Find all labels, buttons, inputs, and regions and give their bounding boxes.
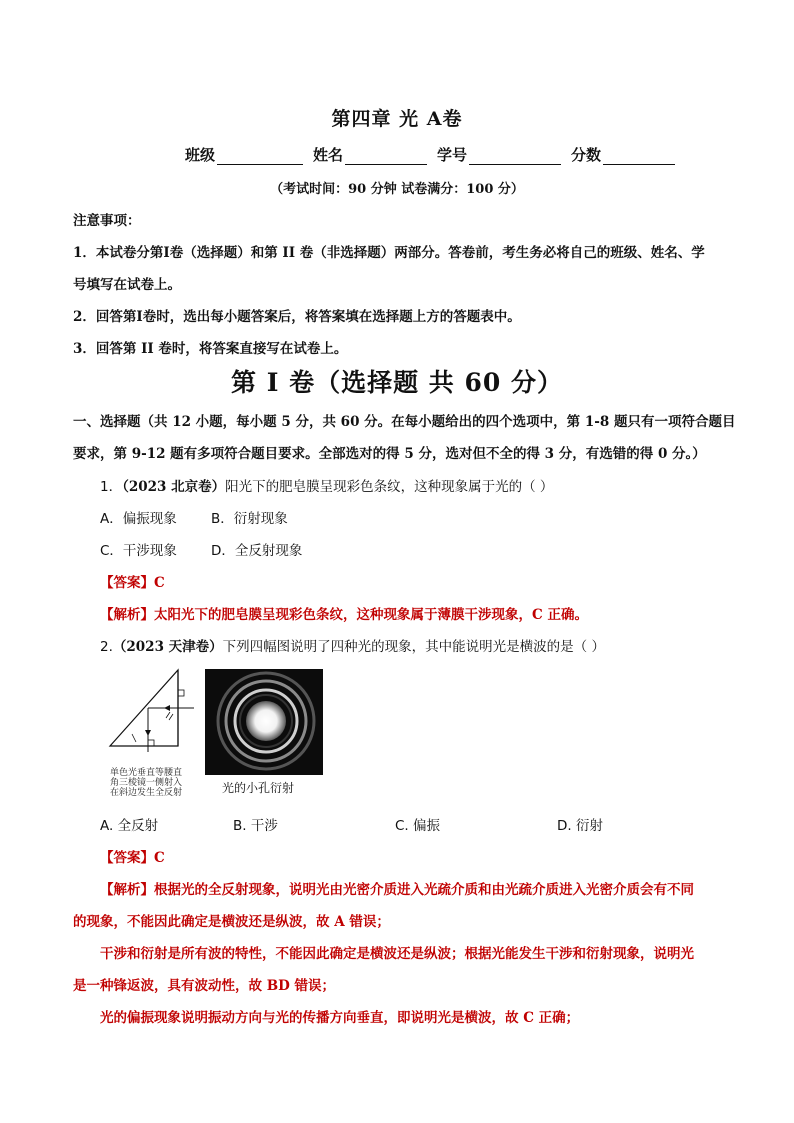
class-label: 班级 — [185, 146, 216, 164]
notice-item-3: 3．回答第 II 卷时，将答案直接写在试卷上。 — [73, 341, 348, 357]
q2-analysis-p1 — [100, 878, 694, 898]
q2-analysis-p1-cont: 的现象，不能因此确定是横波还是纵波，故 A 错误； — [73, 914, 390, 930]
q2-analysis-p2: 干涉和衍射是所有波的特性，不能因此确定是横波还是纵波；根据光能发生干涉和衍射现象，说明光 — [100, 946, 694, 962]
q2-option-c[interactable]: C. 偏振 — [395, 818, 441, 834]
score-field[interactable] — [603, 150, 675, 165]
name-field[interactable] — [345, 150, 427, 165]
notice-item-2: 2．回答第Ⅰ卷时，选出每小题答案后，将答案填在选择题上方的答题表中。 — [73, 309, 521, 325]
q1-answer — [100, 571, 165, 591]
caption-line: 单色光垂直等腰直 — [110, 768, 183, 778]
class-field[interactable] — [217, 150, 303, 165]
id-label: 学号 — [437, 146, 468, 164]
question-number: 1． — [100, 479, 123, 495]
student-info-line — [185, 144, 685, 165]
answer-value: C — [154, 575, 165, 591]
q1-option-a[interactable]: A．偏振现象 — [100, 511, 177, 527]
analysis-label: 【解析】 — [100, 607, 154, 623]
caption-line: 角三棱镜一侧射入 — [110, 778, 183, 788]
q2-option-d[interactable]: D. 衍射 — [557, 818, 603, 834]
q1-option-b[interactable]: B．衍射现象 — [211, 511, 288, 527]
answer-label: 【答案】 — [100, 575, 154, 591]
caption-line: 在斜边发生全反射 — [110, 788, 183, 798]
score-label: 分数 — [571, 146, 602, 164]
question-stem: 下列四幅图说明了四种光的现象，其中能说明光是横波的是（ ） — [222, 639, 605, 655]
analysis-text: 太阳光下的肥皂膜呈现彩色条纹，这种现象属于薄膜干涉现象，C 正确。 — [154, 607, 588, 623]
question-number: 2. — [100, 639, 113, 655]
exam-info: （考试时间：90 分钟 试卷满分：100 分） — [270, 182, 524, 197]
notice-item-1-cont: 号填写在试卷上。 — [73, 277, 181, 293]
question-source: （2023 天津卷） — [112, 639, 223, 655]
answer-value: C — [154, 850, 165, 866]
name-label: 姓名 — [313, 146, 344, 164]
question-2 — [100, 635, 605, 655]
q1-option-c[interactable]: C．干涉现象 — [100, 543, 177, 559]
page-title: 第四章 光 A卷 — [331, 108, 463, 130]
id-field[interactable] — [469, 150, 561, 165]
q1-option-d[interactable]: D．全反射现象 — [211, 543, 303, 559]
prism-caption — [110, 768, 182, 798]
q1-analysis — [100, 603, 588, 623]
question-source: （2023 北京卷） — [122, 479, 226, 495]
diffraction-caption: 光的小孔衍射 — [222, 781, 295, 795]
analysis-label: 【解析】 — [100, 882, 154, 898]
q2-analysis-p2-cont: 是一种锋返波，具有波动性，故 BD 错误； — [73, 978, 336, 994]
q2-analysis-p3: 光的偏振现象说明振动方向与光的传播方向垂直，即说明光是横波，故 C 正确； — [100, 1010, 580, 1026]
q2-option-b[interactable]: B. 干涉 — [233, 818, 278, 834]
analysis-text: 根据光的全反射现象，说明光由光密介质进入光疏介质和由光疏介质进入光密介质会有不同 — [154, 882, 694, 898]
q2-option-a[interactable]: A. 全反射 — [100, 818, 159, 834]
q2-answer — [100, 846, 165, 866]
section-title: 第 I 卷（选择题 共 60 分） — [230, 368, 563, 397]
section-intro: 一、选择题（共 12 小题，每小题 5 分，共 60 分。在每小题给出的四个选项中，第 1-8 题只有一项符合题目 — [73, 414, 736, 430]
section-intro-cont: 要求，第 9-12 题有多项符合题目要求。全部选对的得 5 分，选对但不全的得 3 分，有选错的得 0 分。） — [73, 446, 706, 462]
diffraction-image — [205, 669, 323, 775]
question-stem: 阳光下的肥皂膜呈现彩色条纹，这种现象属于光的（ ） — [225, 479, 554, 495]
notice-item-1: 1．本试卷分第Ⅰ卷（选择题）和第 II 卷（非选择题）两部分。答卷前，考生务必将自己的班级、姓名、学 — [73, 245, 705, 261]
prism-diagram — [104, 664, 196, 754]
answer-label: 【答案】 — [100, 850, 154, 866]
question-1 — [100, 475, 553, 495]
notice-heading: 注意事项： — [73, 213, 141, 229]
